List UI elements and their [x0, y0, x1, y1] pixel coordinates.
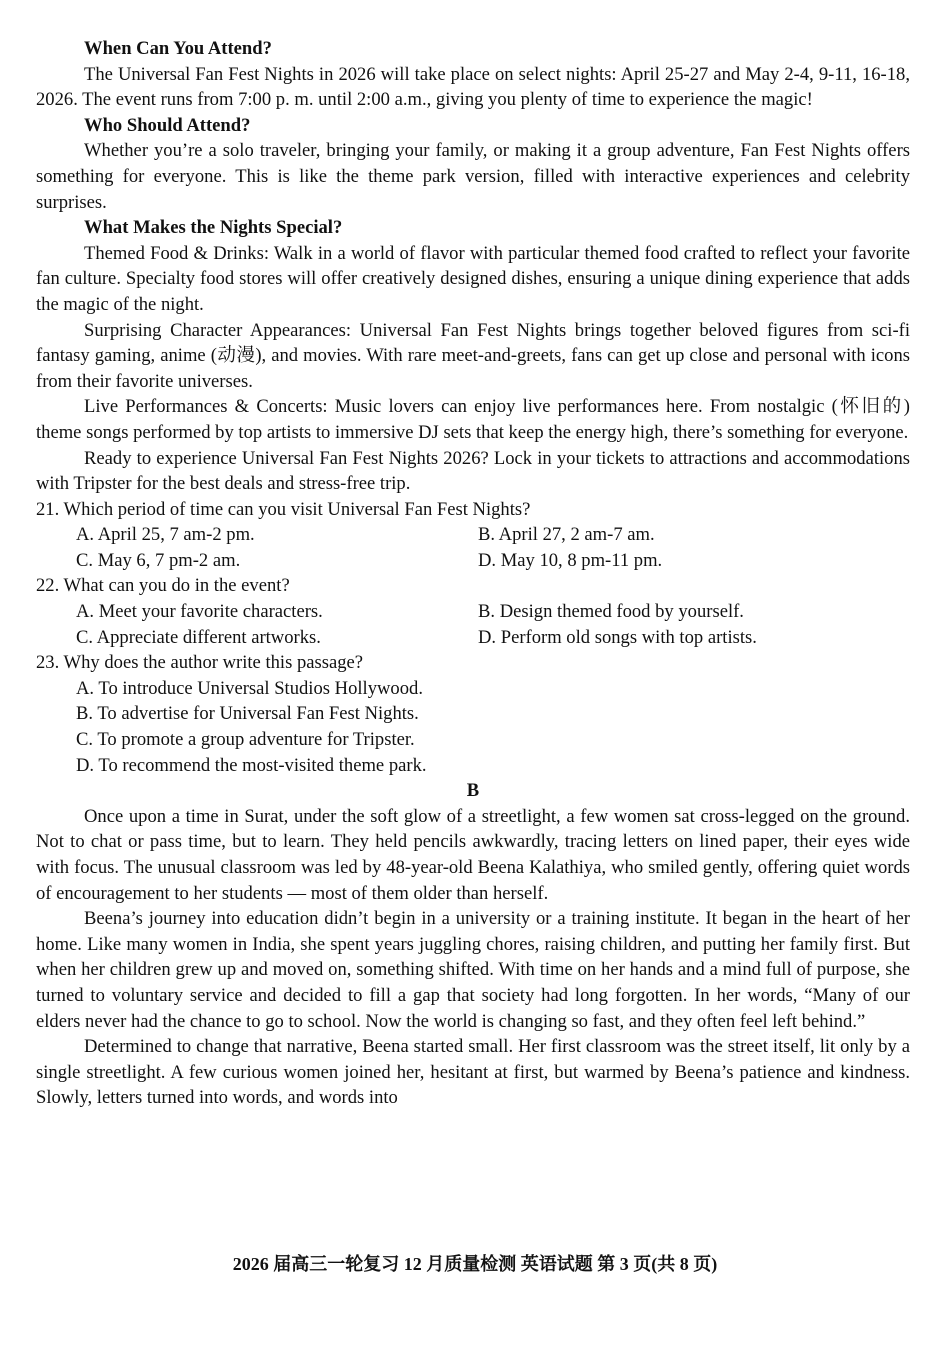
- paragraph-character: Surprising Character Appearances: Universal Fan Fest Nights brings together beloved figures from sci-fi fantasy gaming, anime (动漫), and movies. With rare meet-and-greets, fans can get up close and personal with icons from their favorite universes.: [36, 319, 910, 392]
- paragraph-ready: Ready to experience Universal Fan Fest Nights 2026? Lock in your tickets to attractions and accommodations with Tripster for the best deals and stress-free trip.: [36, 447, 910, 495]
- question-21-options: [36, 522, 910, 573]
- question-21-option-d: D. May 10, 8 pm-11 pm.: [478, 549, 663, 571]
- question-22-option-d: D. Perform old songs with top artists.: [478, 626, 757, 648]
- question-22-options: [36, 599, 910, 650]
- question-23-option-d: D. To recommend the most-visited theme park.: [76, 754, 427, 776]
- question-23-option-b: B. To advertise for Universal Fan Fest Nights.: [76, 703, 419, 725]
- question-22-option-b: B. Design themed food by yourself.: [478, 601, 744, 623]
- question-23-option-c: C. To promote a group adventure for Tripster.: [76, 729, 415, 751]
- exam-page: [36, 36, 910, 1111]
- question-21-option-c: C. May 6, 7 pm-2 am.: [76, 549, 241, 571]
- question-21-option-a: A. April 25, 7 am-2 pm.: [76, 524, 255, 546]
- heading-who: Who Should Attend?: [84, 114, 251, 136]
- paragraph-when: The Universal Fan Fest Nights in 2026 will take place on select nights: April 25-27 and May 2-4, 9-11, 16-18, 2026. The event runs from 7:00 p. m. until 2:00 a.m., giving you plenty of time to experience the magic!: [36, 63, 910, 111]
- paragraph-live: Live Performances & Concerts: Music lovers can enjoy live performances here. From nostalgic (怀旧的) theme songs performed by top artists to immersive DJ sets that keep the energy high, there’s something for everyone.: [36, 396, 910, 443]
- paragraph-food: Themed Food & Drinks: Walk in a world of flavor with particular themed food crafted to reflect your favorite fan culture. Specialty food stores will offer creatively designed dishes, ensuring a unique dining experience that adds the magic of the night.: [36, 242, 910, 315]
- section-b-paragraph-2: Beena’s journey into education didn’t begin in a university or a training institute. It began in the heart of her home. Like many women in India, she spent years juggling chores, raising children, and putting her family first. But when her children grew up and moved on, something shifted. With time on her hands and a mind full of purpose, she turned to voluntary service and decided to fill a gap that society had long forgotten. In her words, “Many of our elders never had the chance to go to school. Now the world is changing so fast, and they often feel left behind.”: [36, 908, 910, 1032]
- question-23-option-a: A. To introduce Universal Studios Hollywood.: [76, 677, 423, 699]
- section-b-paragraph-1: Once upon a time in Surat, under the soft glow of a streetlight, a few women sat cross-legged on the ground. Not to chat or pass time, but to learn. They held pencils awkwardly, tracing letters on lined paper, their eyes wide with focus. The unusual classroom was led by 48-year-old Beena Kalathiya, who smiled gently, offering quiet words of encouragement to her students — most of them older than herself.: [36, 805, 910, 904]
- question-23-stem: 23. Why does the author write this passage?: [36, 652, 364, 674]
- question-21-stem: 21. Which period of time can you visit Universal Fan Fest Nights?: [36, 498, 531, 520]
- paragraph-who: Whether you’re a solo traveler, bringing your family, or making it a group adventure, Fan Fest Nights offers something for everyone. This is like the theme park version, filled with interactive experiences and celebrity surprises.: [36, 140, 910, 213]
- question-22-stem: 22. What can you do in the event?: [36, 575, 290, 597]
- question-22-option-c: C. Appreciate different artworks.: [76, 626, 321, 648]
- question-21-option-b: B. April 27, 2 am-7 am.: [478, 524, 655, 546]
- heading-when: When Can You Attend?: [84, 38, 272, 59]
- question-22-option-a: A. Meet your favorite characters.: [76, 601, 323, 623]
- heading-special: What Makes the Nights Special?: [84, 217, 343, 239]
- section-b-paragraph-3: Determined to change that narrative, Beena started small. Her first classroom was the street itself, lit only by a single streetlight. A few curious women joined her, hesitant at first, but warmed by Beena’s patience and kindness. Slowly, letters turned into words, and words into: [36, 1036, 910, 1109]
- section-b-label: B: [466, 780, 480, 802]
- page-footer: 2026 届高三一轮复习 12 月质量检测 英语试题 第 3 页(共 8 页): [232, 1254, 718, 1274]
